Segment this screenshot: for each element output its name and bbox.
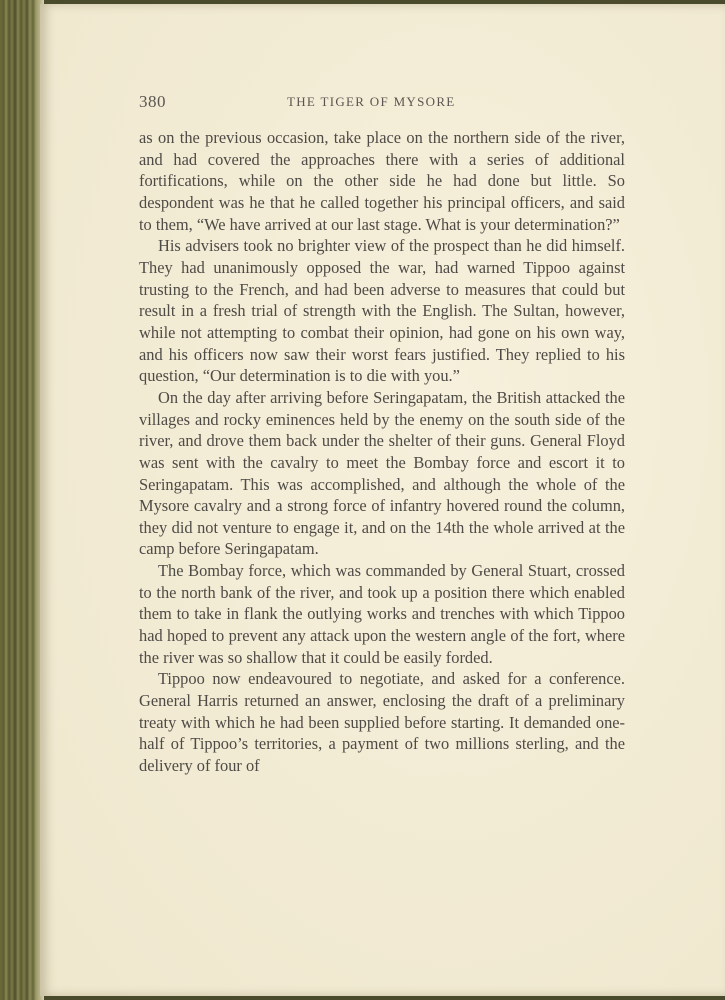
- running-title: THE TIGER OF MYSORE: [287, 94, 456, 109]
- book-spine: [0, 0, 44, 1000]
- body-text: [139, 127, 625, 777]
- page-number: 380: [139, 92, 166, 111]
- running-head: [139, 92, 625, 114]
- paragraph-advisers: His advisers took no brighter view of the prospect than he did himself. They had unanimously opposed the war, had warned Tippoo against trusting to the French, and had been adverse to measures that could but result in a fresh trial of strength with the English. The Sultan, however, while not attempting to combat their opinion, had gone on his own way, and his officers now saw their worst fears justified. They replied to his question, “Our determination is to die with you.”: [139, 236, 625, 386]
- paragraph-bombay-force: The Bombay force, which was commanded by General Stuart, crossed to the north bank of the river, and took up a position there which enabled them to take in flank the outlying works and trenches with which Tippoo had hoped to prevent any attack upon the western angle of the fort, where the river was so shallow that it could be easily forded.: [139, 561, 625, 667]
- paragraph-arrival: On the day after arriving before Seringapatam, the British attacked the villages and rocky eminences held by the enemy on the south side of the river, and drove them back under the shelter of their guns. General Floyd was sent with the cavalry to meet the Bombay force and escort it to Seringapatam. This was accomplished, and although the whole of the Mysore cavalry and a strong force of infantry hovered round the column, they did not venture to engage it, and on the 14th the whole arrived at the camp before Seringapatam.: [139, 387, 625, 559]
- paragraph-negotiation: Tippoo now endeavoured to negotiate, and asked for a conference. General Harris returned an answer, enclosing the draft of a preliminary treaty with which he had been supplied before starting. It demanded one-half of Tippoo’s territories, a payment of two millions sterling, and the delivery of four of: [139, 669, 625, 776]
- paragraph-continuation: as on the previous occasion, take place on the northern side of the river, and had covered the approaches there with a series of additional fortifications, while on the other side he had done but little. So despondent was he that he called together his principal officers, and said to them, “We have arrived at our last stage. What is your determination?”: [139, 128, 625, 234]
